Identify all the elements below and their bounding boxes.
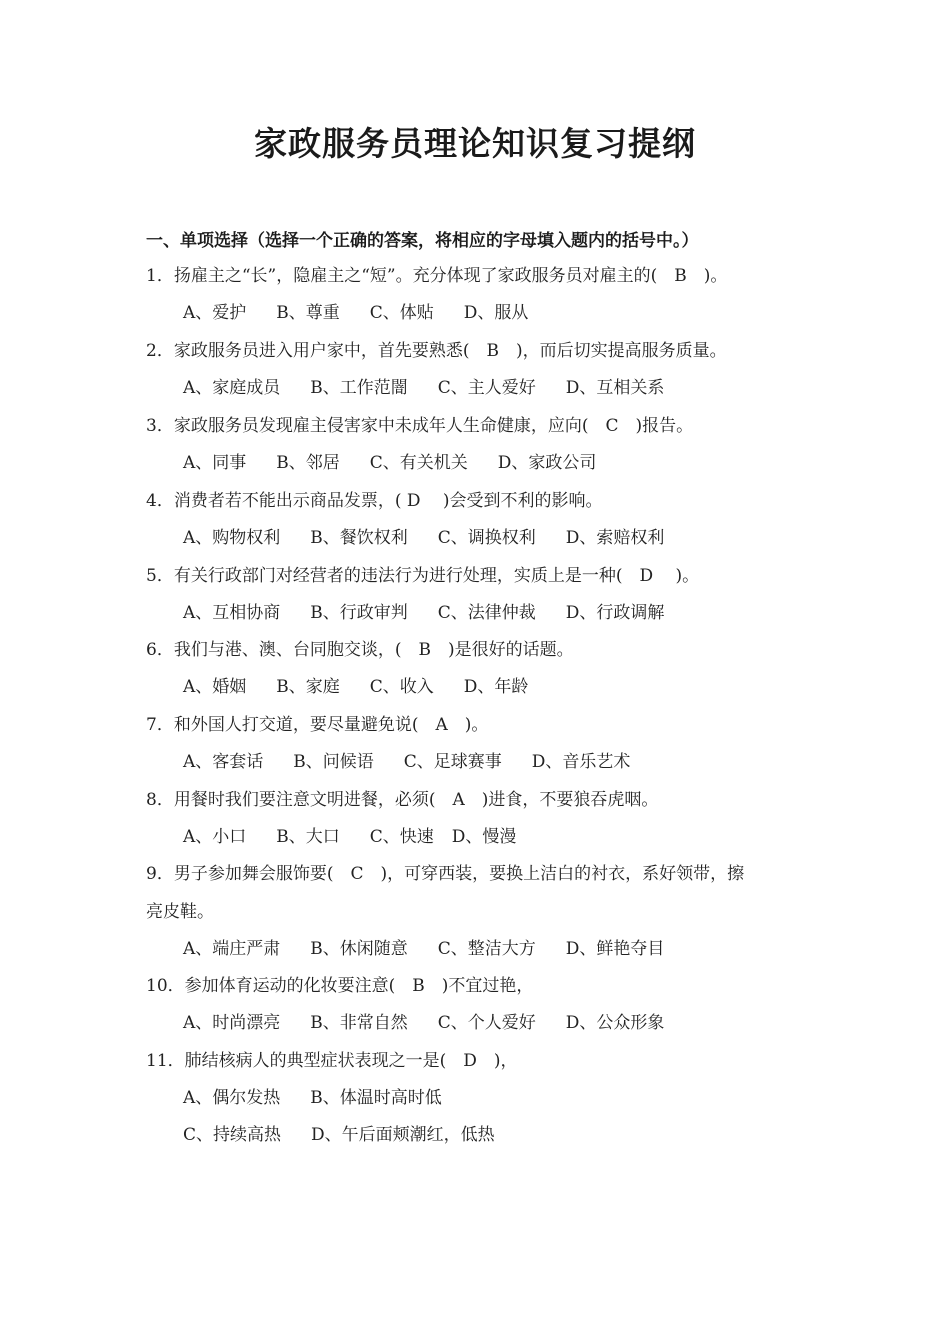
option-c: C、有关机关 xyxy=(369,453,468,473)
option-c: C、法律仲裁 xyxy=(437,603,536,623)
option-a: A、客套话 xyxy=(183,752,264,772)
question-1-options xyxy=(183,301,528,325)
option-a: A、爱护 xyxy=(183,303,247,323)
option-b: B、餐饮权利 xyxy=(310,528,408,548)
option-c: C、调换权利 xyxy=(437,528,536,548)
option-a: A、婚姻 xyxy=(183,677,247,697)
question-8: 8．用餐时我们要注意文明进餐，必须( A )进食，不要狼吞虎咽。 xyxy=(146,790,659,810)
option-a: A、小口 xyxy=(183,827,247,847)
option-b: B、尊重 xyxy=(276,303,340,323)
option-c: C、收入 xyxy=(369,677,434,697)
option-a: A、互相协商 xyxy=(183,603,281,623)
option-d: D、互相关系 xyxy=(565,378,665,398)
option-c: C、整洁大方 xyxy=(437,939,536,959)
option-a: A、端庄严肃 xyxy=(183,939,281,959)
option-d: D、鲜艳夺目 xyxy=(565,939,665,959)
question-2: 2．家政服务员进入用户家中，首先要熟悉( B )，而后切实提高服务质量。 xyxy=(146,341,727,361)
option-d: D、年龄 xyxy=(463,677,529,697)
question-9-options xyxy=(183,937,664,961)
option-c: C、快速 xyxy=(369,827,434,847)
option-d: D、家政公司 xyxy=(497,453,597,473)
option-b: B、非常自然 xyxy=(310,1013,408,1033)
question-10: 10．参加体育运动的化妆要注意( B )不宜过艳， xyxy=(146,976,534,996)
option-d: D、音乐艺术 xyxy=(531,752,631,772)
question-6-options xyxy=(183,675,528,699)
option-d: D、慢漫 xyxy=(451,827,517,847)
option-d: D、公众形象 xyxy=(565,1013,665,1033)
document-title: 家政服务员理论知识复习提纲 xyxy=(254,124,696,163)
option-b: B、家庭 xyxy=(276,677,340,697)
question-11: 11．肺结核病人的典型症状表现之一是( D )， xyxy=(146,1051,518,1071)
option-d: D、服从 xyxy=(463,303,529,323)
question-2-options xyxy=(183,376,664,400)
question-4: 4．消费者若不能出示商品发票，( D )会受到不利的影响。 xyxy=(146,491,603,511)
question-8-options xyxy=(183,825,516,849)
option-b: B、邻居 xyxy=(276,453,340,473)
option-d: D、索赔权利 xyxy=(565,528,665,548)
option-a: A、同事 xyxy=(183,453,247,473)
option-d: D、行政调解 xyxy=(565,603,665,623)
question-5: 5．有关行政部门对经营者的违法行为进行处理，实质上是一种( D )。 xyxy=(146,566,700,586)
section-heading: 一、单项选择（选择一个正确的答案，将相应的字母填入题内的括号中。） xyxy=(146,231,699,251)
question-7: 7．和外国人打交道，要尽量避免说( A )。 xyxy=(146,715,489,735)
question-3-options xyxy=(183,451,596,475)
question-9-continuation: 亮皮鞋。 xyxy=(146,902,214,922)
question-9: 9．男子参加舞会服饰要( C )，可穿西装，要换上洁白的衬衣，系好领带，擦 xyxy=(146,864,745,884)
option-c: C、个人爱好 xyxy=(437,1013,536,1033)
option-c: C、主人爱好 xyxy=(437,378,536,398)
question-3: 3．家政服务员发现雇主侵害家中未成年人生命健康，应向( C )报告。 xyxy=(146,416,694,436)
option-a: A、时尚漂亮 xyxy=(183,1013,281,1033)
option-a: A、购物权利 xyxy=(183,528,281,548)
option-b: B、休闲随意 xyxy=(310,939,408,959)
question-10-options xyxy=(183,1011,664,1035)
question-6: 6．我们与港、澳、台同胞交谈，( B )是很好的话题。 xyxy=(146,640,574,660)
option-b: B、工作范闇 xyxy=(310,378,408,398)
option-c: C、持续高热 xyxy=(183,1125,282,1145)
question-11-options-row-2 xyxy=(183,1123,495,1147)
option-d: D、午后面颊潮红，低热 xyxy=(311,1125,495,1145)
question-1: 1．扬雇主之“长”，隐雇主之“短”。充分体现了家政服务员对雇主的( B )。 xyxy=(146,266,728,286)
question-7-options xyxy=(183,750,630,774)
option-b: B、问候语 xyxy=(293,752,374,772)
option-a: A、家庭成员 xyxy=(183,378,281,398)
option-a: A、偶尔发热 xyxy=(183,1088,281,1108)
option-c: C、足球赛事 xyxy=(403,752,502,772)
option-b: B、行政审判 xyxy=(310,603,408,623)
option-b: B、大口 xyxy=(276,827,340,847)
option-b: B、体温时高时低 xyxy=(310,1088,442,1108)
question-5-options xyxy=(183,601,664,625)
option-c: C、体贴 xyxy=(369,303,434,323)
question-11-options xyxy=(183,1086,442,1110)
question-4-options xyxy=(183,526,664,550)
